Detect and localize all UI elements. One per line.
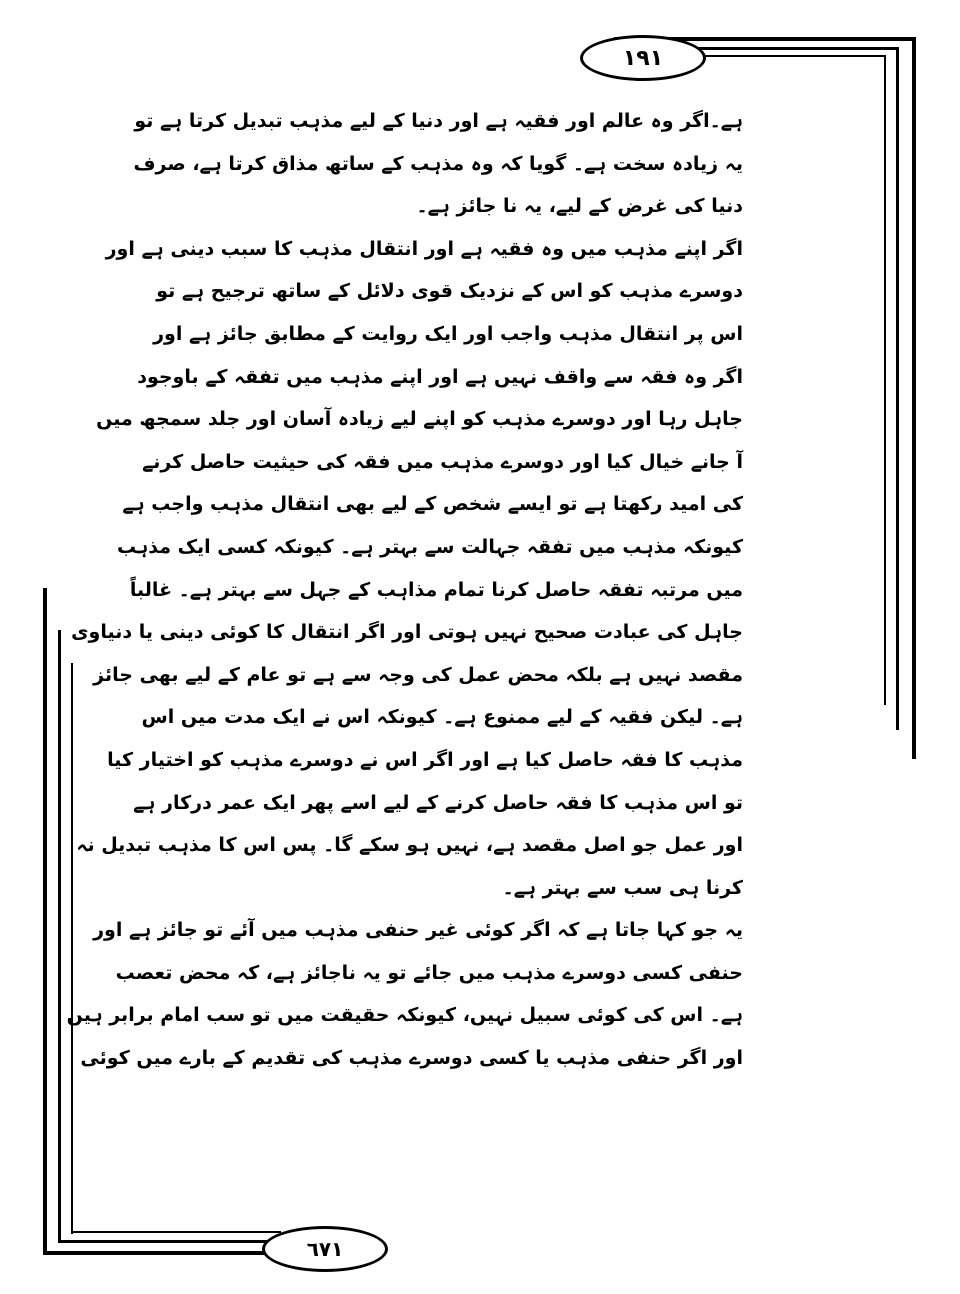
text-line: اس پر انتقال مذہب واجب اور ایک روایت کے مطابق جائز ہے اور [153,322,743,345]
frame-left-line-outer [43,588,47,1254]
text-line: مذہب کا فقہ حاصل کیا ہے اور اگر اس نے دوسرے مذہب کو اختیار کیا [107,748,743,771]
text-line: ہے۔ اس کی کوئی سبیل نہیں، کیونکہ حقیقت میں تو سب امام برابر ہیں [66,1004,743,1027]
frame-left-line-inner [71,663,73,1234]
text-line: میں مرتبہ تفقہ حاصل کرنا تمام مذاہب کے جہل سے بہتر ہے۔ غالباً [129,578,743,601]
text-line: آ جانے خیال کیا اور دوسرے مذہب میں فقہ کی حیثیت حاصل کرنے [142,450,743,473]
text-line: ہے۔اگر وہ عالم اور فقیہ ہے اور دنیا کے لیے مذہب تبدیل کرتا ہے تو [134,110,743,132]
text-line: جاہل کی عبادت صحیح نہیں ہوتی اور اگر انتقال کا کوئی دینی یا دنیاوی [71,621,743,644]
frame-left-line-middle [58,630,61,1243]
text-line: حنفی کسی دوسرے مذہب میں جائے تو یہ ناجائز ہے، کہ محض تعصب [115,961,743,984]
page-body [66,100,743,1080]
frame-right-line-inner [884,55,886,705]
text-line: دنیا کی غرض کے لیے، یہ نا جائز ہے۔ [416,195,743,218]
text-line: کی امید رکھتا ہے تو ایسے شخص کے لیے بھی انتقال مذہب واجب ہے [122,493,743,516]
top-page-number-text: ١٩١ [622,45,664,71]
text-line: جاہل رہا اور دوسرے مذہب کو اپنے لیے زیادہ آسان اور جلد سمجھ میں [96,408,743,431]
text-line: دوسرے مذہب کو اس کے نزدیک قوی دلائل کے ساتھ ترجیح ہے تو [156,280,743,303]
text-line: کرنا ہی سب سے بہتر ہے۔ [502,876,743,899]
text-line: یہ جو کہا جاتا ہے کہ اگر کوئی غیر حنفی مذہب میں آئے تو جائز ہے اور [93,919,743,942]
text-line: یہ زیادہ سخت ہے۔ گویا کہ وہ مذہب کے ساتھ مذاق کرتا ہے، صرف [133,152,743,175]
text-line: اور اگر حنفی مذہب یا کسی دوسرے مذہب کی تقدیم کے بارے میں کوئی [80,1047,743,1070]
text-line: اور عمل جو اصل مقصد ہے، نہیں ہو سکے گا۔ پس اس کا مذہب تبدیل نہ [76,834,743,857]
text-line: مقصد نہیں ہے بلکہ محض عمل کی وجہ سے ہے تو عام کے لیے بھی جائز [93,663,743,686]
text-line: کیونکہ مذہب میں تفقہ جہالت سے بہتر ہے۔ کیونکہ کسی ایک مذہب [116,535,743,558]
bottom-page-number-text: ٦٧١ [306,1237,344,1261]
text-line: تو اس مذہب کا فقہ حاصل کرنے کے لیے اسے پھر ایک عمر درکار ہے [133,791,743,814]
text-line: ہے۔ لیکن فقیہ کے لیے ممنوع ہے۔ کیونکہ اس نے ایک مدت میں اس [141,706,743,729]
frame-right-line-middle [896,47,899,730]
text-line: اگر اپنے مذہب میں وہ فقیہ ہے اور انتقال مذہب کا سبب دینی ہے اور [105,237,743,260]
frame-bottom-line-middle [58,1240,281,1243]
frame-right-line-outer [912,37,916,759]
top-page-number [580,35,706,81]
frame-bottom-line-outer [43,1251,281,1255]
frame-bottom-line-inner [71,1231,281,1233]
text-line: اگر وہ فقہ سے واقف نہیں ہے اور اپنے مذہب میں تفقہ کے باوجود [137,365,743,388]
bottom-page-number [262,1226,388,1272]
